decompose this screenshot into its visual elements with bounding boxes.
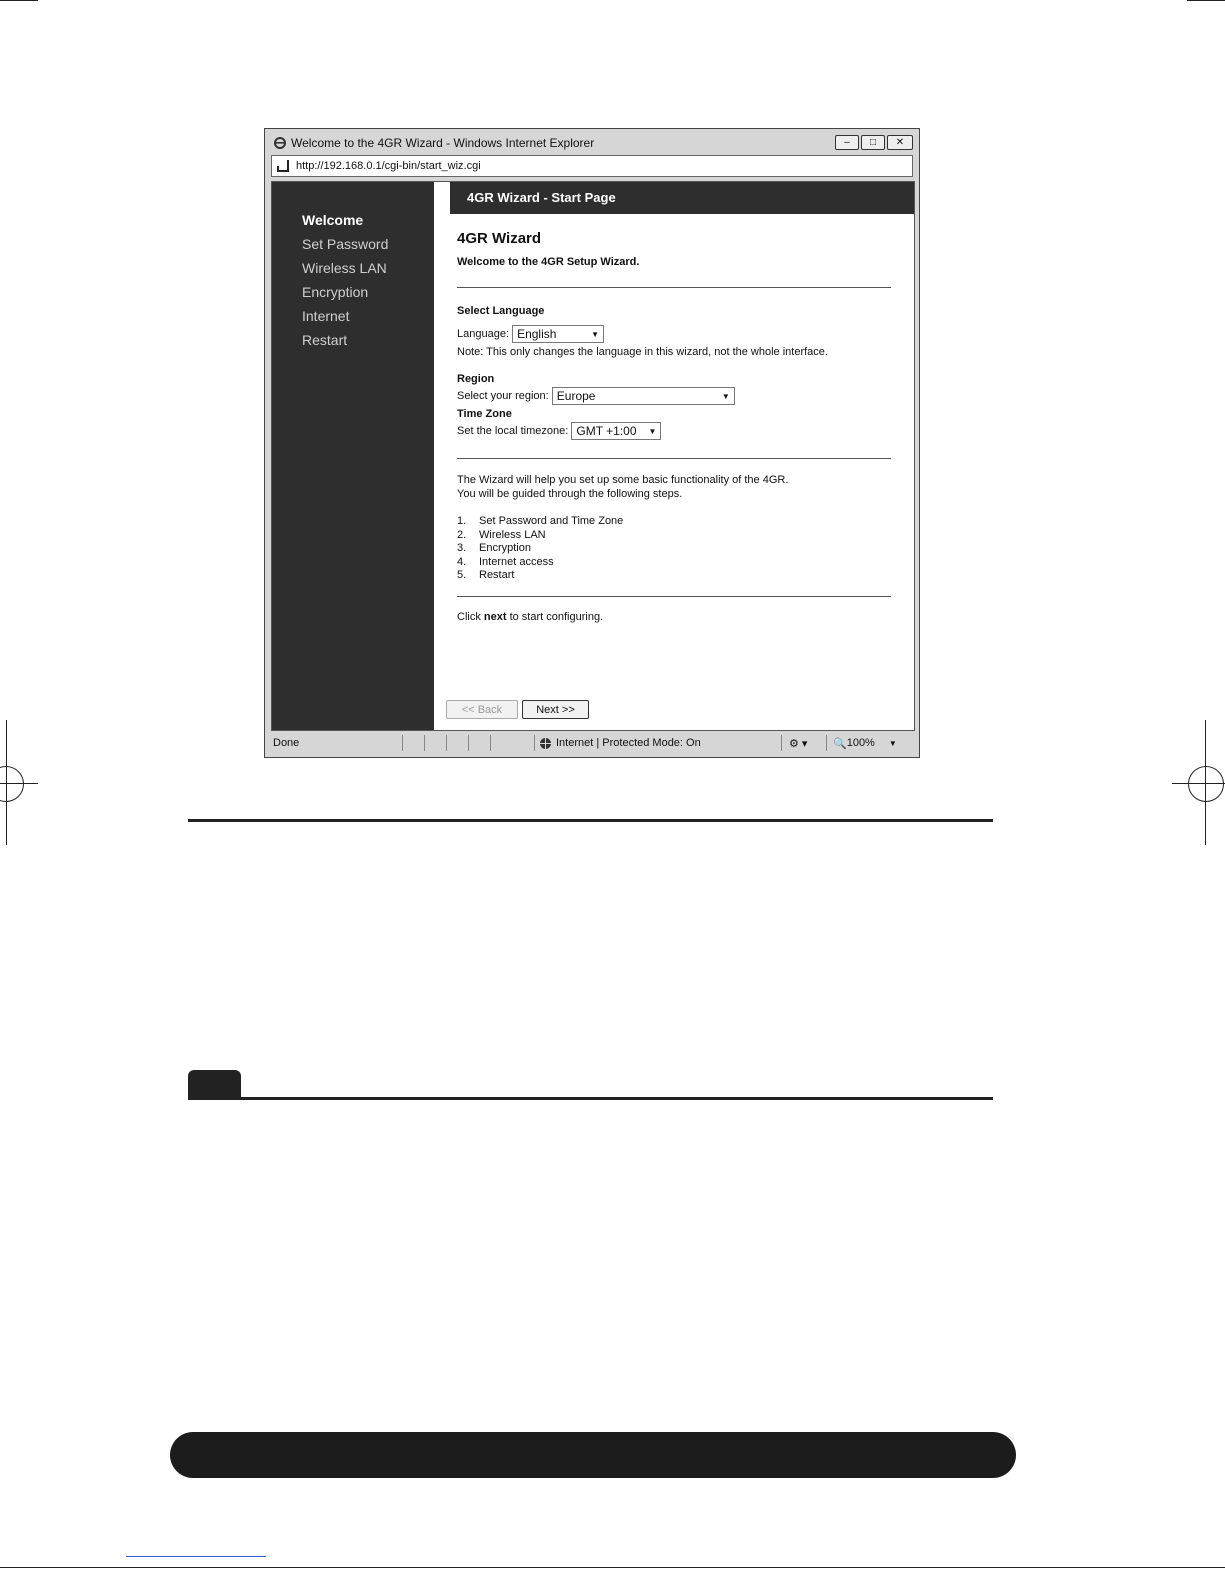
browser-window (264, 128, 920, 758)
divider (457, 458, 891, 459)
zoom-level: 100% (846, 737, 875, 749)
language-row (457, 325, 604, 343)
title-bar (265, 129, 919, 157)
language-label: Language: (457, 327, 509, 340)
region-row (457, 387, 735, 405)
section-rule (188, 819, 993, 822)
crop-mark (0, 0, 38, 1)
sidebar-item-wireless-lan[interactable]: Wireless LAN (302, 260, 387, 276)
region-label: Select your region: (457, 389, 549, 402)
list-item: 4. Internet access (457, 555, 554, 568)
crop-mark (0, 1567, 1225, 1568)
wizard-content (450, 182, 914, 730)
dropdown-arrow-icon: ▼ (591, 329, 600, 339)
sidebar-item-encryption[interactable]: Encryption (302, 284, 369, 300)
status-text: Done (273, 737, 300, 749)
timezone-label: Set the local timezone: (457, 424, 569, 437)
sidebar-item-internet[interactable]: Internet (302, 308, 350, 324)
language-select[interactable] (512, 325, 604, 343)
intro-line-1: The Wizard will help you set up some basic functionality of the 4GR. (457, 474, 789, 486)
zoom-control[interactable] (833, 737, 897, 750)
next-button[interactable]: Next >> (522, 700, 589, 719)
page-subtitle: Welcome to the 4GR Setup Wizard. (457, 256, 640, 268)
region-heading: Region (457, 373, 495, 385)
page-header: 4GR Wizard - Start Page (450, 182, 914, 214)
timezone-value: GMT +1:00 (576, 424, 637, 438)
list-item: 3. Encryption (457, 542, 531, 555)
maximize-button[interactable]: □ (861, 135, 885, 150)
timezone-select[interactable] (571, 422, 661, 440)
sidebar-item-restart[interactable]: Restart (302, 332, 348, 348)
footer-text: Click next to start configuring. (457, 611, 604, 623)
footer-bar (170, 1432, 1016, 1478)
protected-mode-icon[interactable]: ⚙ ▾ (789, 737, 808, 750)
section-tab (188, 1070, 241, 1100)
registration-mark (1188, 766, 1224, 802)
sidebar-item-set-password[interactable]: Set Password (302, 236, 389, 252)
section-rule (188, 1097, 993, 1100)
region-value: Europe (556, 389, 596, 403)
address-bar[interactable] (271, 155, 913, 177)
window-title: Welcome to the 4GR Wizard - Windows Internet Explorer (291, 136, 595, 150)
security-zone: Internet | Protected Mode: On (556, 737, 701, 749)
dropdown-arrow-icon: ▼ (721, 391, 730, 401)
list-item: 2. Wireless LAN (457, 528, 546, 541)
registration-mark (0, 766, 24, 802)
region-select[interactable] (552, 387, 735, 405)
address-url: http://192.168.0.1/cgi-bin/start_wiz.cgi (296, 160, 481, 172)
timezone-row (457, 422, 661, 440)
ie-icon (273, 136, 287, 150)
page-title: 4GR Wizard (457, 230, 542, 247)
intro-line-2: You will be guided through the following steps. (457, 488, 683, 500)
language-value: English (517, 327, 557, 341)
steps-list (457, 515, 623, 583)
dropdown-arrow-icon: ▼ (648, 426, 657, 436)
list-item: 5. Restart (457, 569, 515, 582)
browser-viewport (271, 181, 915, 731)
divider (457, 596, 891, 597)
divider (457, 287, 891, 288)
language-note: Note: This only changes the language in this wizard, not the whole interface. (457, 346, 828, 358)
sidebar-item-welcome[interactable]: Welcome (302, 212, 364, 228)
list-item: 1. Set Password and Time Zone (457, 515, 624, 527)
globe-icon (539, 737, 552, 750)
language-heading: Select Language (457, 305, 545, 317)
minimize-button[interactable]: – (835, 135, 859, 150)
status-bar (271, 733, 913, 753)
chevron-down-icon: ▼ (888, 738, 897, 748)
close-button[interactable]: ✕ (887, 135, 913, 150)
zoom-icon: 🔍 (833, 737, 847, 750)
back-button[interactable]: << Back (446, 700, 518, 719)
page-icon (276, 159, 292, 173)
crop-mark (1187, 0, 1225, 1)
timezone-heading: Time Zone (457, 408, 512, 420)
wizard-sidebar (272, 182, 434, 730)
footer-underline (126, 1556, 266, 1557)
